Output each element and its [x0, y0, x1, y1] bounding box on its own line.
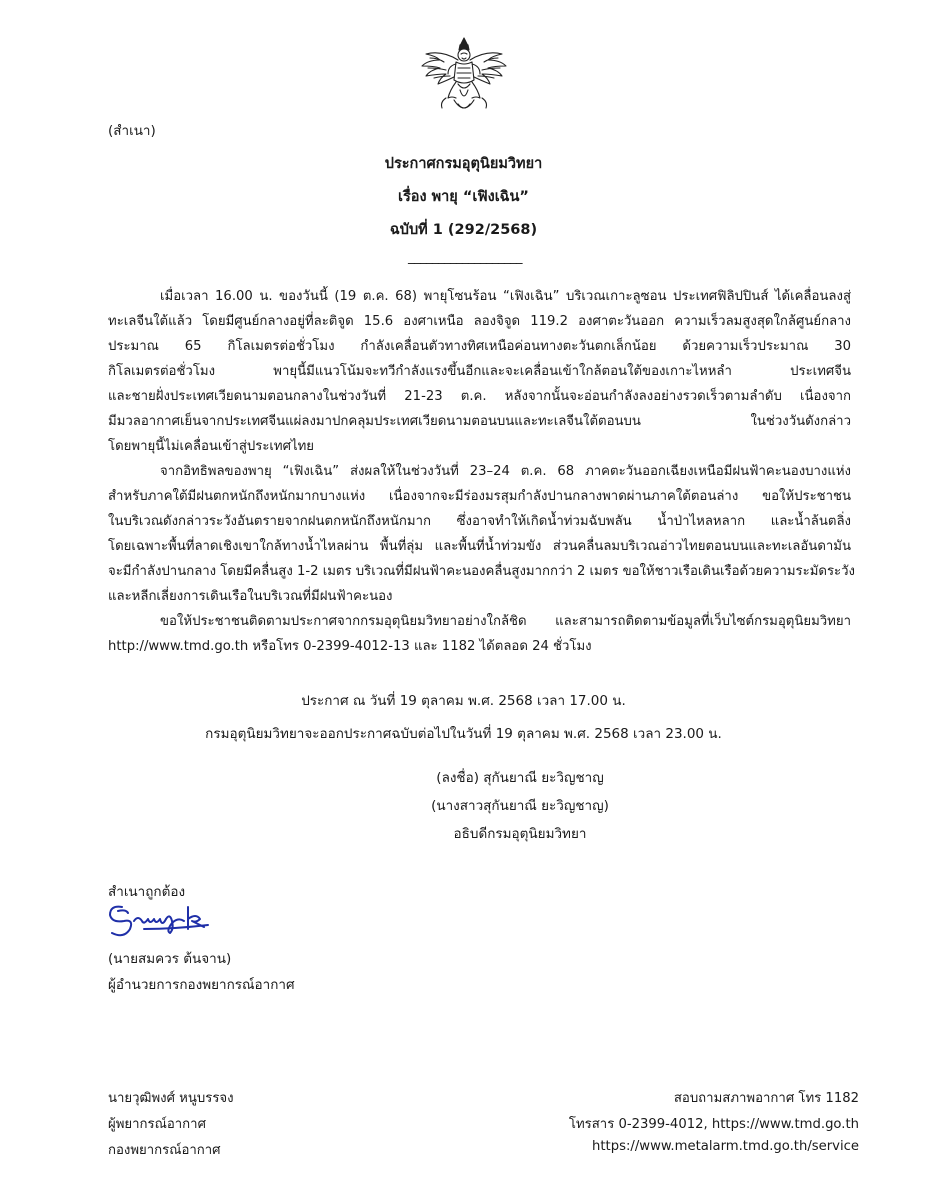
forecaster-division: กองพยากรณ์อากาศ	[108, 1143, 221, 1158]
paragraph-1-line: โดยพายุนี้ไม่เคลื่อนเข้าสู่ประเทศไทย	[108, 439, 315, 454]
paragraph-1-line: ทะเลจีนใต้แล้ว โดยมีศูนย์กลางอยู่ที่ละติจูด 15.6 องศาเหนือ ลองจิจูด 119.2 องศาตะวันออก ความเร็วลมสูงสุดใกล้ศูนย์กลาง	[108, 314, 851, 329]
announcement-date: ประกาศ ณ วันที่ 19 ตุลาคม พ.ศ. 2568 เวลา 17.00 น.	[301, 693, 626, 709]
paragraph-3-line: ขอให้ประชาชนติดตามประกาศจากกรมอุตุนิยมวิทยาอย่างใกล้ชิด และสามารถติดตามข้อมูลที่เว็บไซต์กรมอุตุนิยมวิทยา	[160, 614, 851, 629]
forecaster-role: ผู้พยากรณ์อากาศ	[108, 1117, 206, 1132]
paragraph-2-line: โดยเฉพาะพื้นที่ลาดเชิงเขาใกล้ทางน้ำไหลผ่าน พื้นที่ลุ่ม และพื้นที่น้ำท่วมขัง ส่วนคลื่นลมบริเวณอ่าวไทยตอนบนและทะเลอันดามัน	[108, 539, 851, 554]
paragraph-1-line: กิโลเมตรต่อชั่วโมง พายุนี้มีแนวโน้มจะทวีกำลังแรงขึ้นอีกและจะเคลื่อนเข้าใกล้ตอนใต้ของเกาะไหหลำ ประเทศจีน	[108, 364, 851, 379]
paragraph-1-line: เมื่อเวลา 16.00 น. ของวันนี้ (19 ต.ค. 68) พายุโซนร้อน “เฟิงเฉิน” บริเวณเกาะลูซอน ประเทศฟิลิปปินส์ ได้เคลื่อนลงสู่	[160, 289, 851, 304]
paragraph-2-line: สำหรับภาคใต้มีฝนตกหนักถึงหนักมากบางแห่ง เนื่องจากจะมีร่องมรสุมกำลังปานกลางพาดผ่านภาคใต้ตอนล่าง ขอให้ประชาชน	[108, 489, 851, 504]
copy-mark: (สำเนา)	[108, 123, 156, 139]
handwritten-signature	[104, 899, 212, 941]
certifier-position: ผู้อำนวยการกองพยากรณ์อากาศ	[108, 977, 295, 993]
paragraph-3-line: http://www.tmd.go.th หรือโทร 0-2399-4012-13 และ 1182 ได้ตลอด 24 ชั่วโมง	[108, 639, 592, 654]
forecaster-name: นายวุฒิพงศ์ หนูบรรจง	[108, 1091, 234, 1106]
weather-hotline: สอบถามสภาพอากาศ โทร 1182	[673, 1091, 859, 1106]
announcement-issue-number: ฉบับที่ 1 (292/2568)	[389, 222, 538, 238]
title-separator: ___________________	[408, 250, 522, 265]
metalarm-service-link[interactable]: https://www.metalarm.tmd.go.th/service	[592, 1139, 859, 1154]
fax-and-website: โทรสาร 0-2399-4012, https://www.tmd.go.th	[568, 1117, 859, 1132]
certified-copy-label: สำเนาถูกต้อง	[108, 884, 186, 900]
next-issue-notice: กรมอุตุนิยมวิทยาจะออกประกาศฉบับต่อไปในวันที่ 19 ตุลาคม พ.ศ. 2568 เวลา 23.00 น.	[205, 726, 722, 742]
paragraph-1-line: ประมาณ 65 กิโลเมตรต่อชั่วโมง กำลังเคลื่อนตัวทางทิศเหนือค่อนทางตะวันตกเล็กน้อย ด้วยความเร็วประมาณ 30	[108, 339, 851, 354]
announcement-subject: เรื่อง พายุ “เฟิงเฉิน”	[398, 189, 529, 205]
signatory-position: อธิบดีกรมอุตุนิยมวิทยา	[453, 826, 587, 842]
paragraph-2-line: ในบริเวณดังกล่าวระวังอันตรายจากฝนตกหนักถึงหนักมาก ซึ่งอาจทำให้เกิดน้ำท่วมฉับพลัน น้ำป่าไหลหลาก และน้ำล้นตลิ่ง	[108, 514, 851, 529]
paragraph-1-line: มีมวลอากาศเย็นจากประเทศจีนแผ่ลงมาปกคลุมประเทศเวียดนามตอนบนและทะเลจีนใต้ตอนบน ในช่วงวันดังกล่าว	[108, 414, 851, 429]
signed-by-line: (ลงชื่อ) สุกันยาณี ยะวิญชาญ	[436, 770, 604, 786]
paragraph-2-line: และหลีกเลี่ยงการเดินเรือในบริเวณที่มีฝนฟ้าคะนอง	[108, 589, 393, 604]
garuda-emblem-icon	[418, 36, 510, 120]
certifier-name: (นายสมควร ต้นจาน)	[108, 951, 232, 967]
paragraph-2-line: จากอิทธิพลของพายุ “เฟิงเฉิน” ส่งผลให้ในช่วงวันที่ 23–24 ต.ค. 68 ภาคตะวันออกเฉียงเหนือมีฝนฟ้าคะนองบางแห่ง	[160, 464, 851, 479]
signatory-full-name: (นางสาวสุกันยาณี ยะวิญชาญ)	[431, 798, 609, 814]
paragraph-2-line: จะมีกำลังปานกลาง โดยมีคลื่นสูง 1-2 เมตร บริเวณที่มีฝนฟ้าคะนองคลื่นสูงมากกว่า 2 เมตร ขอให้ชาวเรือเดินเรือด้วยความระมัดระวัง	[108, 564, 855, 579]
paragraph-1-line: และชายฝั่งประเทศเวียดนามตอนกลางในช่วงวันที่ 21-23 ต.ค. หลังจากนั้นจะอ่อนกำลังลงอย่างรวดเร็วตามลำดับ เนื่องจาก	[108, 389, 851, 404]
announcement-title: ประกาศกรมอุตุนิยมวิทยา	[384, 156, 543, 172]
